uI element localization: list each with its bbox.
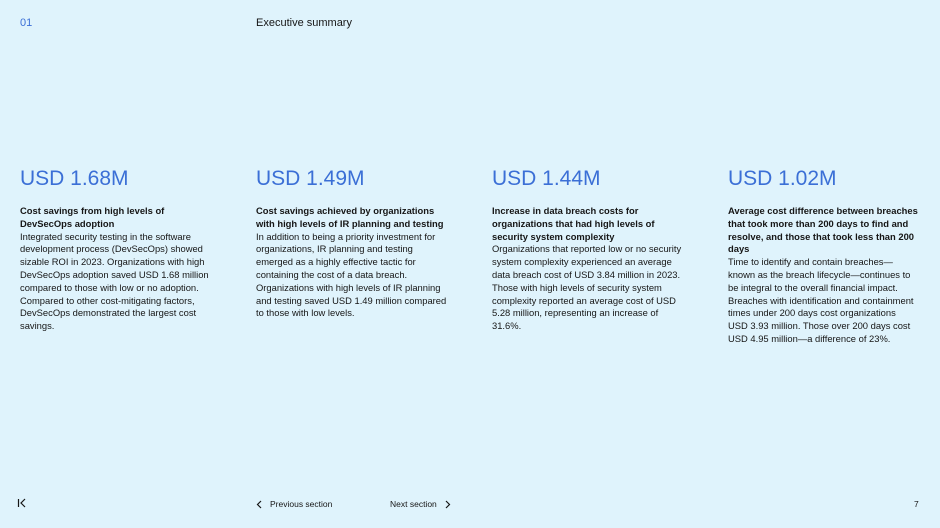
- first-page-icon: [17, 497, 27, 509]
- stat-body: Time to identify and contain breaches—known as the breach lifecycle—continues to be integral to the overall financial impact. Breaches with identification and containment times under 200 days cost organizations USD 3.93 million. Those over 200 days cost USD 4.95 million—a difference of 23%.: [728, 256, 914, 344]
- stat-value: USD 1.02M: [728, 167, 837, 190]
- stat-body: In addition to being a priority investment for organizations, IR planning and testing emerged as a highly effective tactic for containing the cost of a data breach. Organizations with high levels of IR planning and testing saved USD 1.49 million compared to those with low levels.: [256, 230, 447, 319]
- stat-column-4: [728, 166, 918, 346]
- stat-value: USD 1.44M: [492, 167, 601, 190]
- chevron-right-icon: [445, 500, 451, 509]
- stat-value: USD 1.49M: [256, 167, 365, 190]
- next-section-label: Next section: [390, 499, 437, 509]
- stat-value: USD 1.68M: [20, 167, 129, 190]
- stat-heading: Increase in data breach costs for organizations that had high levels of security system complexity: [492, 205, 655, 242]
- stat-body: Organizations that reported low or no security system complexity experienced an average data breach cost of USD 3.84 million in 2023. Those with high levels of security system complexity reported an average cost of USD 5.28 million, representing an increase of 31.6%.: [492, 243, 682, 332]
- stat-column-3: [492, 166, 682, 333]
- chevron-left-icon: [256, 500, 262, 509]
- stat-heading: Cost savings achieved by organizations with high levels of IR planning and testing: [256, 205, 444, 229]
- stat-column-2: [256, 166, 452, 320]
- stat-column-1: [20, 166, 216, 333]
- chapter-number: 01: [20, 17, 33, 29]
- previous-section-link[interactable]: [256, 499, 332, 509]
- next-section-link[interactable]: [390, 499, 451, 509]
- stat-heading: Average cost difference between breaches that took more than 200 days to find and resolve, and those that took less than 200 days: [728, 205, 918, 255]
- first-page-button[interactable]: [17, 497, 27, 512]
- previous-section-label: Previous section: [270, 499, 333, 509]
- stat-body: Integrated security testing in the software development process (DevSecOps) showed sizable ROI in 2023. Organizations with high DevSecOps adoption saved USD 1.68 million compared to those with low or no adoption. Compared to other cost-mitigating factors, DevSecOps demonstrated the largest cost savings.: [20, 230, 209, 332]
- section-title: Executive summary: [256, 17, 352, 29]
- stat-heading: Cost savings from high levels of DevSecOps adoption: [20, 205, 165, 229]
- page-number: 7: [914, 499, 919, 509]
